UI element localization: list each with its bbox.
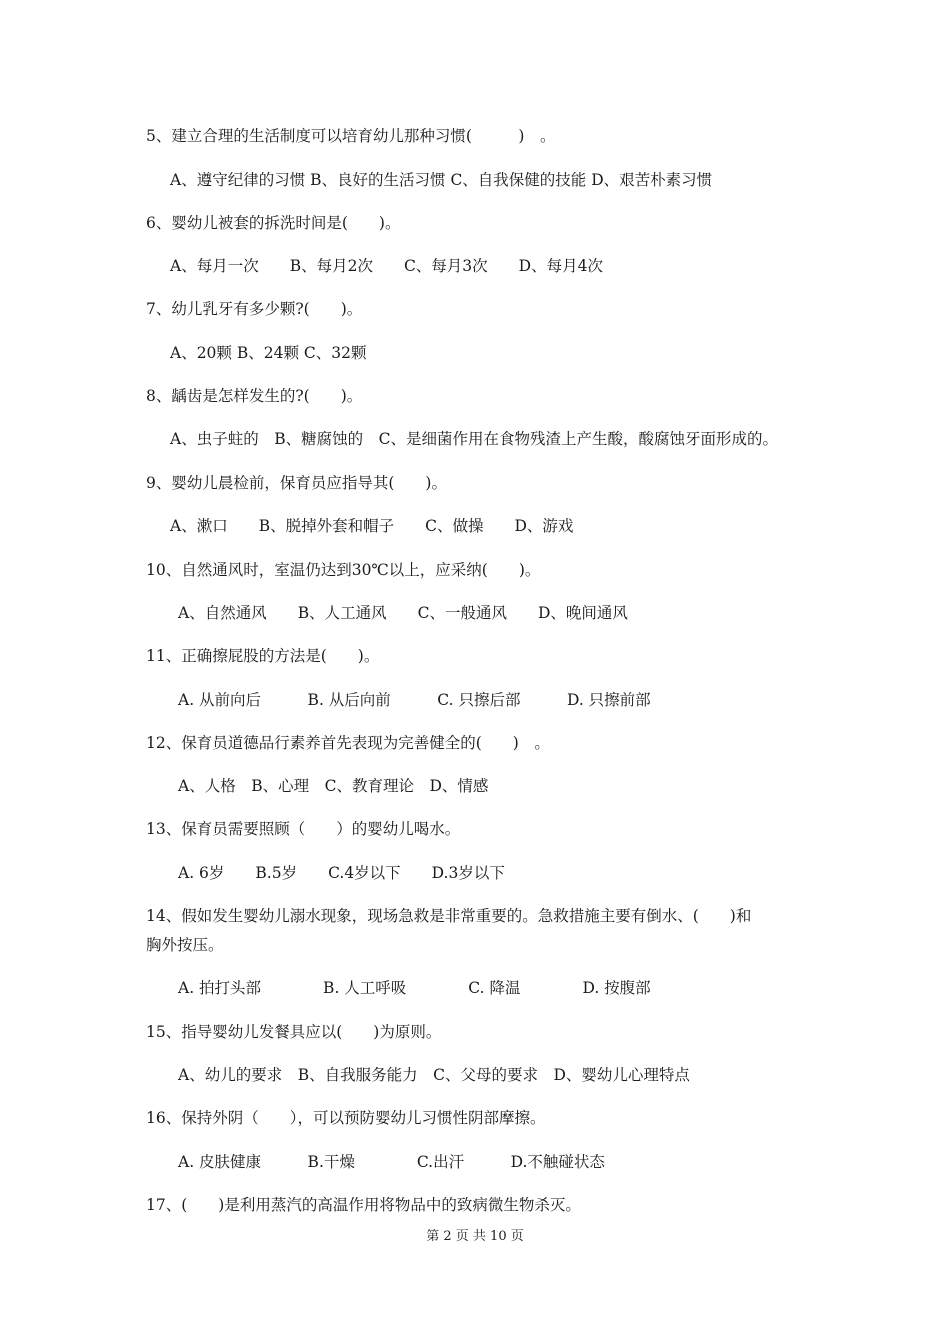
question-9: 9、婴幼儿晨检前，保育员应指导其( )。: [146, 474, 447, 492]
question-5: 5、建立合理的生活制度可以培育幼儿那种习惯( ) 。: [146, 127, 556, 145]
question-14-continued: 胸外按压。: [146, 936, 224, 954]
question-8: 8、龋齿是怎样发生的?( )。: [146, 387, 363, 405]
question-6: 6、婴幼儿被套的拆洗时间是( )。: [146, 214, 401, 232]
question-13: 13、保育员需要照顾（ ）的婴幼儿喝水。: [146, 820, 461, 838]
page-footer: 第 2 页 共 10 页: [426, 1229, 524, 1244]
question-16: 16、保持外阴（ ），可以预防婴幼儿习惯性阴部摩擦。: [146, 1109, 546, 1127]
question-7: 7、幼儿乳牙有多少颗?( )。: [146, 300, 363, 318]
question-10: 10、自然通风时，室温仍达到30℃以上，应采纳( )。: [146, 561, 541, 579]
options-7: A、20颗 B、24颗 C、32颗: [170, 344, 367, 362]
options-16: A. 皮肤健康 B.干燥 C.出汗 D.不触碰状态: [178, 1153, 605, 1171]
question-12: 12、保育员道德品行素养首先表现为完善健全的( ) 。: [146, 734, 550, 752]
options-5: A、遵守纪律的习惯 B、良好的生活习惯 C、自我保健的技能 D、艰苦朴素习惯: [170, 171, 713, 189]
options-10: A、自然通风 B、人工通风 C、一般通风 D、晚间通风: [178, 604, 628, 622]
options-11: A. 从前向后 B. 从后向前 C. 只擦后部 D. 只擦前部: [178, 691, 651, 709]
options-8: A、虫子蛀的 B、糖腐蚀的 C、是细菌作用在食物残渣上产生酸，酸腐蚀牙面形成的。: [170, 430, 778, 448]
question-14: 14、假如发生婴幼儿溺水现象，现场急救是非常重要的。急救措施主要有倒水、( )和: [146, 907, 752, 925]
question-17: 17、( )是利用蒸汽的高温作用将物品中的致病微生物杀灭。: [146, 1196, 581, 1214]
options-9: A、漱口 B、脱掉外套和帽子 C、做操 D、游戏: [170, 517, 574, 535]
options-6: A、每月一次 B、每月2次 C、每月3次 D、每月4次: [170, 257, 603, 275]
options-13: A. 6岁 B.5岁 C.4岁以下 D.3岁以下: [178, 864, 505, 882]
question-11: 11、正确擦屁股的方法是( )。: [146, 647, 380, 665]
options-14: A. 拍打头部 B. 人工呼吸 C. 降温 D. 按腹部: [178, 979, 651, 997]
question-15: 15、指导婴幼儿发餐具应以( )为原则。: [146, 1023, 442, 1041]
options-15: A、幼儿的要求 B、自我服务能力 C、父母的要求 D、婴幼儿心理特点: [178, 1066, 690, 1084]
options-12: A、人格 B、心理 C、教育理论 D、情感: [178, 777, 489, 795]
